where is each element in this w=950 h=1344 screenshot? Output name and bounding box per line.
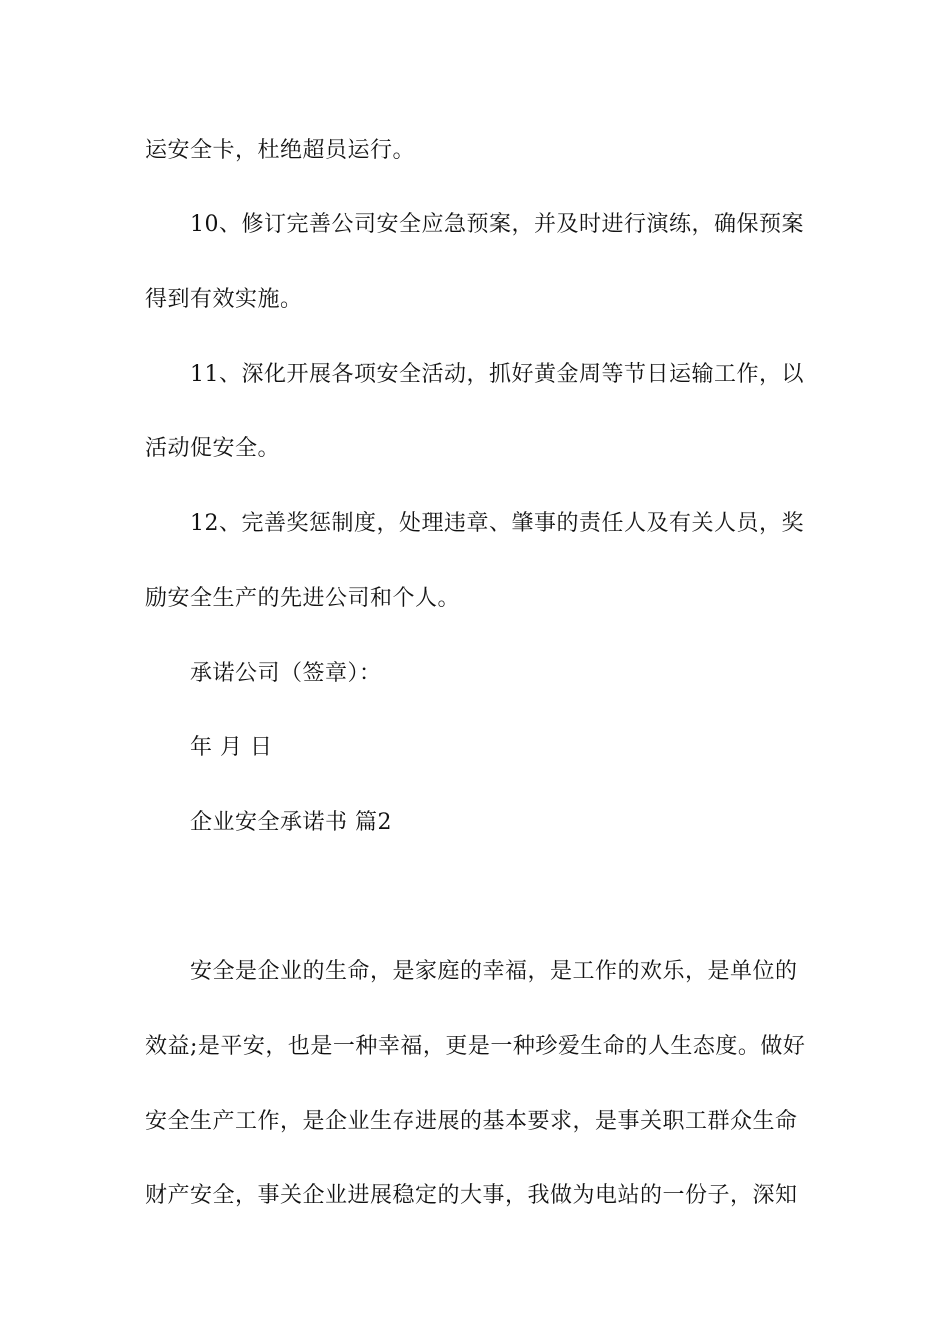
- signature-label: 承诺公司（签章）：: [190, 661, 382, 686]
- text-line: 励安全生产的先进公司和个人。: [145, 586, 461, 611]
- text-line: 10、修订完善公司安全应急预案，并及时进行演练，确保预案: [190, 212, 804, 237]
- section-title: 企业安全承诺书 篇2: [190, 810, 392, 835]
- text-line: 12、完善奖惩制度，处理违章、肇事的责任人及有关人员，奖: [190, 511, 804, 536]
- text-line: 安全生产工作，是企业生存进展的基本要求，是事关职工群众生命: [145, 1109, 798, 1134]
- text-line: 效益;是平安，也是一种幸福，更是一种珍爱生命的人生态度。做好: [145, 1034, 806, 1059]
- text-line: 安全是企业的生命，是家庭的幸福，是工作的欢乐，是单位的: [190, 959, 798, 984]
- text-line: 运安全卡，杜绝超员运行。: [145, 138, 416, 163]
- text-line: 活动促安全。: [145, 436, 281, 461]
- text-line: 财产安全，事关企业进展稳定的大事，我做为电站的一份子，深知: [145, 1183, 798, 1208]
- text-line: 11、深化开展各项安全活动，抓好黄金周等节日运输工作，以: [190, 362, 804, 387]
- text-line: 得到有效实施。: [145, 287, 303, 312]
- date-line: 年 月 日: [190, 735, 273, 760]
